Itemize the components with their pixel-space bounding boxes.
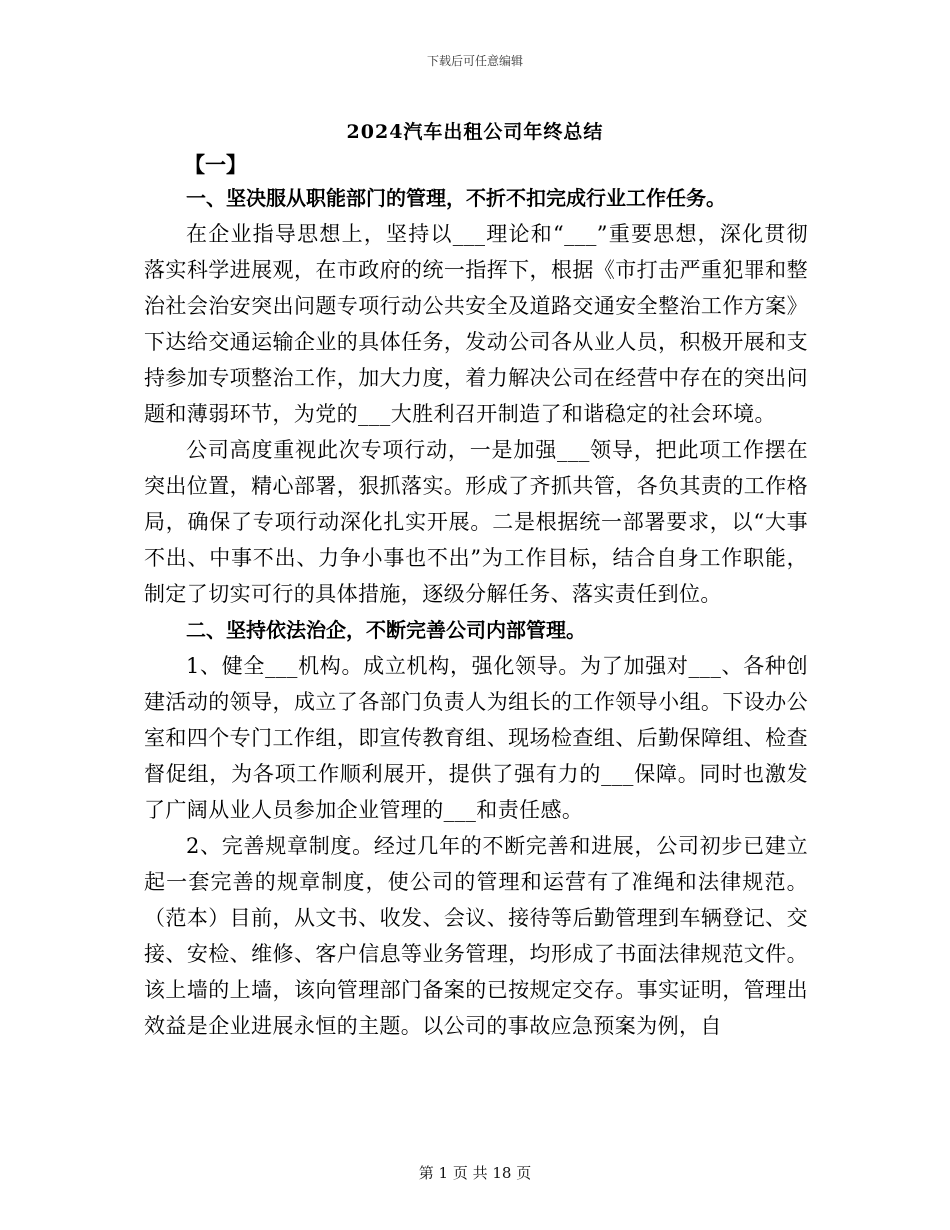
page-number: 第 1 页 共 18 页 [418, 1164, 532, 1182]
header-note: 下载后可任意编辑 [426, 54, 523, 68]
section-heading: 二、坚持依法治企，不断完善公司内部管理。 [186, 618, 586, 642]
paragraph: 公司高度重视此次专项行动，一是加强___领导，把此项工作摆在突出位置，精心部署，狠抓落实。形成了齐抓共管，各负其责的工作格局，确保了专项行动深化扎实开展。二是根据统一部署要求，以“大事不出、中事不出、力争小事也不出”为工作目标，结合自身工作职能，制定了切实可行的具体措施，逐级分解任务、落实责任到位。 [144, 438, 808, 606]
section-heading: 一、坚决服从职能部门的管理，不折不扣完成行业工作任务。 [186, 186, 726, 210]
document-title: 2024汽车出租公司年终总结 [346, 121, 604, 143]
paragraph: 2、完善规章制度。经过几年的不断完善和进展，公司初步已建立起一套完善的规章制度，使公司的管理和运营有了准绳和法律规范。（范本）目前，从文书、收发、会议、接待等后勤管理到车辆登记、交接、安检、维修、客户信息等业务管理，均形成了书面法律规范文件。该上墙的上墙，该向管理部门备案的已按规定交存。事实证明，管理出效益是企业进展永恒的主题。以公司的事故应急预案为例，自 [144, 834, 808, 1038]
paragraph: 在企业指导思想上，坚持以___理论和“___”重要思想，深化贯彻落实科学进展观，在市政府的统一指挥下，根据《市打击严重犯罪和整治社会治安突出问题专项行动公共安全及道路交通安全整治工作方案》下达给交通运输企业的具体任务，发动公司各从业人员，积极开展和支持参加专项整治工作，加大力度，着力解决公司在经营中存在的突出问题和薄弱环节，为党的___大胜利召开制造了和谐稳定的社会环境。 [144, 222, 808, 426]
document-body [144, 180, 808, 1044]
section-mark: 【一】 [184, 152, 247, 177]
paragraph: 1、健全___机构。成立机构，强化领导。为了加强对___、各种创建活动的领导，成立了各部门负责人为组长的工作领导小组。下设办公室和四个专门工作组，即宣传教育组、现场检查组、后勤保障组、检查督促组，为各项工作顺利展开，提供了强有力的___保障。同时也激发了广阔从业人员参加企业管理的___和责任感。 [144, 654, 808, 822]
